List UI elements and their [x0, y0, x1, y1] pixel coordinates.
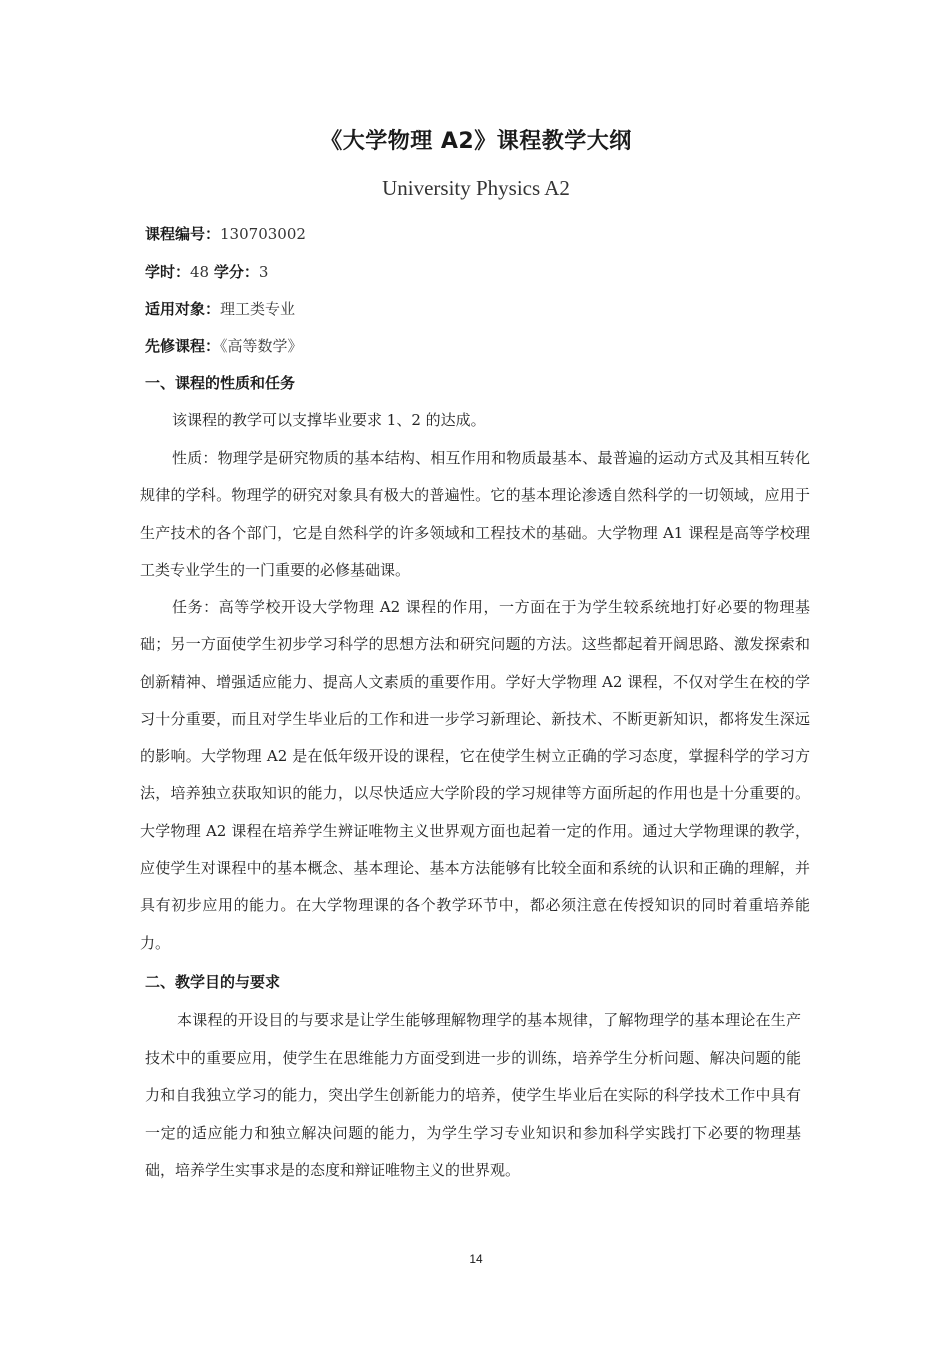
section1-paragraph-2: 性质：物理学是研究物质的基本结构、相互作用和物质最基本、最普遍的运动方式及其相互转化规律的学科。物理学的研究对象具有极大的普遍性。它的基本理论渗透自然科学的一切领域，应用于生产技术的各个部门，它是自然科学的许多领域和工程技术的基础。大学物理 A1 课程是高等学校理工类专业学生的一门重要的必修基础课。 [140, 449, 810, 579]
prereq-value: 《高等数学》 [220, 337, 303, 355]
section1-paragraph-1: 该课程的教学可以支撑毕业要求 1、2 的达成。 [172, 411, 486, 429]
hours-label: 学时： [145, 263, 191, 281]
course-code-line [145, 223, 306, 245]
page-number: 14 [469, 1252, 483, 1266]
course-code-label: 课程编号： [145, 225, 221, 243]
credits-value: 3 [258, 263, 269, 281]
page-title: 《大学物理 A2》课程教学大纲 [320, 129, 632, 154]
section1-heading: 一、课程的性质和任务 [145, 374, 296, 392]
audience-value: 理工类专业 [220, 300, 296, 318]
audience-label: 适用对象： [145, 300, 221, 318]
course-code-value: 130703002 [220, 225, 306, 243]
page-subtitle: University Physics A2 [382, 176, 570, 200]
prereq-line [145, 335, 303, 357]
hours-credits-line [145, 261, 268, 283]
section1-paragraph-3: 任务：高等学校开设大学物理 A2 课程的作用，一方面在于为学生较系统地打好必要的物理基础；另一方面使学生初步学习科学的思想方法和研究问题的方法。这些都起着开阔思路、激发探索和创新精神、增强适应能力、提高人文素质的重要作用。学好大学物理 A2 课程，不仅对学生在校的学习十分重要，而且对学生毕业后的工作和进一步学习新理论、新技术、不断更新知识，都将发生深远的影响。大学物理 A2 是在低年级开设的课程，它在使学生树立正确的学习态度，掌握科学的学习方法，培养独立获取知识的能力，以尽快适应大学阶段的学习规律等方面所起的作用也是十分重要的。大学物理 A2 课程在培养学生辨证唯物主义世界观方面也起着一定的作用。通过大学物理课的教学，应使学生对课程中的基本概念、基本理论、基本方法能够有比较全面和系统的认识和正确的理解，并具有初步应用的能力。在大学物理课的各个教学环节中，都必须注意在传授知识的同时着重培养能力。 [140, 598, 810, 952]
section2-heading: 二、教学目的与要求 [145, 973, 281, 991]
section2-paragraph-1: 本课程的开设目的与要求是让学生能够理解物理学的基本规律，了解物理学的基本理论在生产技术中的重要应用，使学生在思维能力方面受到进一步的训练，培养学生分析问题、解决问题的能力和自我独立学习的能力，突出学生创新能力的培养，使学生毕业后在实际的科学技术工作中具有一定的适应能力和独立解决问题的能力，为学生学习专业知识和参加科学实践打下必要的物理基础，培养学生实事求是的态度和辩证唯物主义的世界观。 [145, 1011, 801, 1179]
credits-label: 学分： [213, 263, 259, 281]
prereq-label: 先修课程： [145, 337, 221, 355]
hours-value: 48 [190, 263, 210, 281]
audience-line [145, 298, 295, 320]
